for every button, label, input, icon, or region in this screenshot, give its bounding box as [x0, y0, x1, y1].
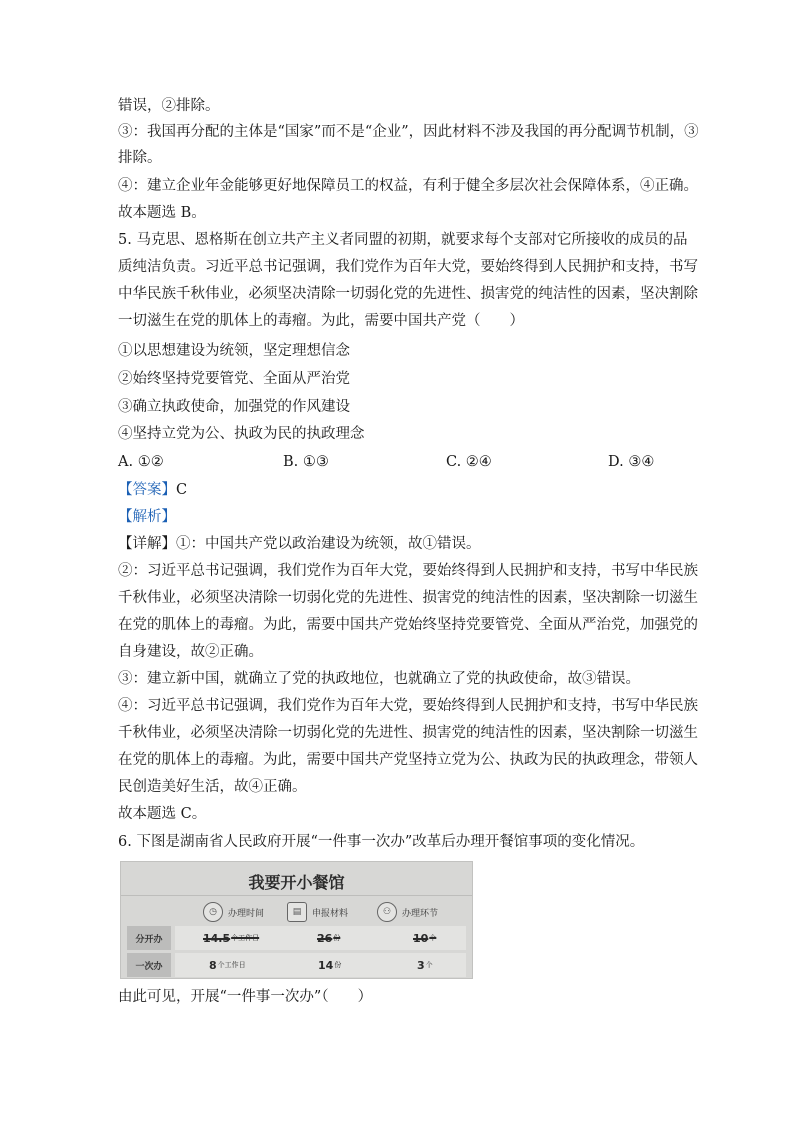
option-b: B. ①③ — [283, 454, 329, 470]
detail-first: ①：中国共产党以政治建设为统领，故①错误。 — [176, 536, 481, 552]
answer-value: C — [176, 482, 188, 498]
statement-4: ④坚持立党为公、执政为民的执政理念 — [118, 426, 365, 442]
text-line: 故本题选 B。 — [118, 205, 206, 221]
detail-text: 在党的肌体上的毒瘤。为此，需要中国共产党坚持立党为公、执政为民的执政理念，带领人 — [118, 752, 698, 768]
people-icon: ⚇ — [377, 902, 397, 922]
row-body — [175, 953, 466, 977]
materials-value — [318, 953, 341, 977]
detail-text: 千秋伟业，必须坚决清除一切弱化党的先进性、损害党的纯洁性的因素，坚决割除一切滋生 — [118, 590, 698, 606]
question-5-text: 中华民族千秋伟业，必须坚决清除一切弱化党的先进性、损害党的纯洁性的因素，坚决割除 — [118, 286, 698, 302]
steps-number: 3 — [417, 958, 425, 972]
steps-unit: 个 — [429, 934, 437, 942]
answer-line — [118, 480, 187, 500]
analysis-line — [118, 507, 176, 527]
question-5-text: 5. 马克思、恩格斯在创立共产主义者同盟的初期，就要求每个支部对它所接收的成员的品 — [118, 232, 688, 248]
question-6-prompt: 由此可见，开展“一件事一次办”（ ） — [118, 989, 373, 1005]
text-line: ④：建立企业年金能够更好地保障员工的权益，有利于健全多层次社会保障体系，④正确。 — [118, 178, 698, 194]
document-icon: ▤ — [287, 902, 307, 922]
detail-text: 自身建设，故②正确。 — [118, 644, 263, 660]
question-5-text: 质纯洁负责。习近平总书记强调，我们党作为百年大党，要始终得到人民拥护和支持，书写 — [118, 259, 698, 275]
time-value — [203, 926, 259, 950]
option-a: A. ①② — [118, 454, 164, 470]
materials-unit: 份 — [334, 961, 342, 969]
steps-number: 10 — [413, 931, 429, 945]
text-line: ③：我国再分配的主体是“国家”而不是“企业”，因此材料不涉及我国的再分配调节机制，③ — [118, 124, 699, 140]
restaurant-figure — [120, 861, 473, 979]
header-materials — [287, 898, 348, 926]
text-line: 错误，②排除。 — [118, 98, 220, 114]
conclusion: 故本题选 C。 — [118, 806, 207, 822]
detail-tag: 【详解】 — [118, 536, 176, 552]
analysis-tag: 【解析】 — [118, 509, 176, 525]
figure-title: 我要开小餐馆 — [248, 873, 345, 892]
steps-value — [417, 953, 433, 977]
row-label: 分开办 — [127, 926, 171, 950]
figure-divider — [121, 895, 472, 896]
detail-line — [118, 534, 481, 554]
text-line: 排除。 — [118, 150, 162, 166]
steps-unit: 个 — [425, 961, 433, 969]
materials-number: 26 — [317, 931, 333, 945]
materials-value — [317, 926, 340, 950]
table-row — [127, 953, 466, 977]
time-unit: 个工作日 — [231, 934, 260, 942]
detail-text: ③：建立新中国，就确立了党的执政地位，也就确立了党的执政使命，故③错误。 — [118, 671, 640, 687]
option-d: D. ③④ — [608, 454, 655, 470]
time-number: 8 — [209, 958, 217, 972]
question-6-text: 6. 下图是湖南省人民政府开展“一件事一次办”改革后办理开餐馆事项的变化情况。 — [118, 834, 645, 850]
header-label: 办理时间 — [228, 908, 265, 919]
time-number: 14.5 — [203, 931, 231, 945]
steps-value — [413, 926, 436, 950]
header-steps — [377, 898, 438, 926]
materials-number: 14 — [318, 958, 334, 972]
statement-1: ①以思想建设为统领，坚定理想信念 — [118, 343, 350, 359]
clock-icon: ◷ — [203, 902, 223, 922]
row-body — [175, 926, 466, 950]
detail-text: 民创造美好生活，故④正确。 — [118, 779, 307, 795]
time-unit: 个工作日 — [217, 961, 246, 969]
answer-tag: 【答案】 — [118, 482, 176, 498]
header-time — [203, 898, 264, 926]
detail-text: ②：习近平总书记强调，我们党作为百年大党，要始终得到人民拥护和支持，书写中华民族 — [118, 563, 698, 579]
statement-2: ②始终坚持党要管党、全面从严治党 — [118, 371, 350, 387]
option-c: C. ②④ — [446, 454, 492, 470]
detail-text: 千秋伟业，必须坚决清除一切弱化党的先进性、损害党的纯洁性的因素，坚决割除一切滋生 — [118, 725, 698, 741]
statement-3: ③确立执政使命，加强党的作风建设 — [118, 399, 350, 415]
detail-text: 在党的肌体上的毒瘤。为此，需要中国共产党始终坚持党要管党、全面从严治党，加强党的 — [118, 617, 698, 633]
question-5-text: 一切滋生在党的肌体上的毒瘤。为此，需要中国共产党（ ） — [118, 313, 524, 329]
materials-unit: 份 — [333, 934, 341, 942]
row-label: 一次办 — [127, 953, 171, 977]
header-label: 申报材料 — [312, 908, 349, 919]
table-row — [127, 926, 466, 950]
detail-text: ④：习近平总书记强调，我们党作为百年大党，要始终得到人民拥护和支持，书写中华民族 — [118, 698, 698, 714]
time-value — [209, 953, 246, 977]
header-label: 办理环节 — [402, 908, 439, 919]
